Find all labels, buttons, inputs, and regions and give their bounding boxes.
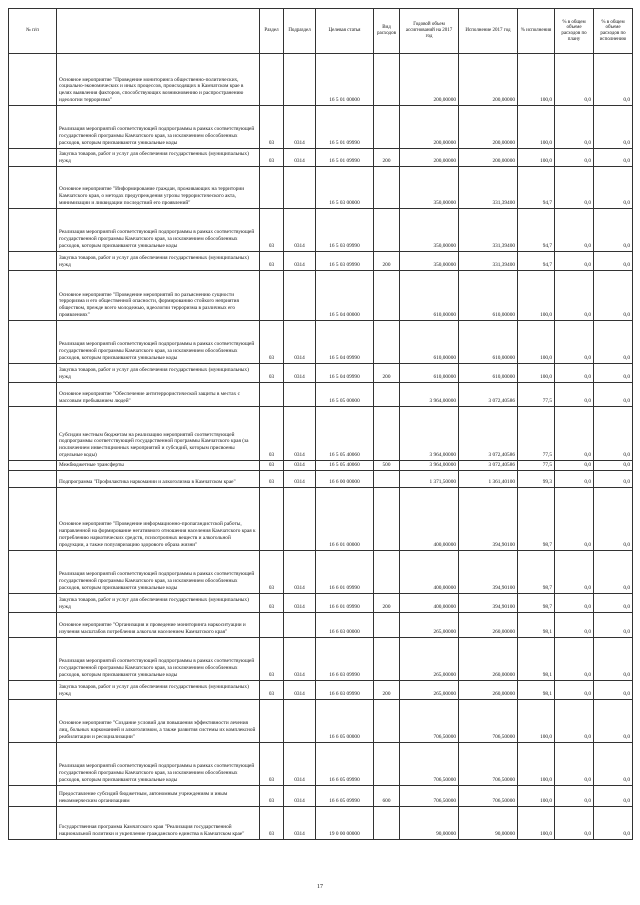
table-row xyxy=(9,742,633,785)
row-fact-cell: 610,00000 xyxy=(459,271,518,321)
header-share-plan: % в общем объеме расходов по плану xyxy=(555,9,594,54)
row-tselevaya-cell: 16 6 00 00000 xyxy=(316,470,374,487)
row-pct-cell: 77,5 xyxy=(518,461,555,471)
table-row xyxy=(9,167,633,209)
row-share-plan-cell: 0,0 xyxy=(555,806,594,839)
row-vid-cell xyxy=(374,742,400,785)
row-tselevaya-cell: 16 6 01 00000 xyxy=(316,487,374,550)
row-razdel-cell: 03 xyxy=(260,593,284,612)
row-fact-cell: 3 072,40586 xyxy=(459,383,518,407)
row-name-cell: Межбюджетные трансферты xyxy=(57,461,260,471)
row-pct-cell: 100,0 xyxy=(518,742,555,785)
row-num-cell xyxy=(9,321,57,364)
row-podrazdel-cell: 0314 xyxy=(284,785,316,806)
row-podrazdel-cell: 0314 xyxy=(284,407,316,461)
row-tselevaya-cell: 16 6 03 09990 xyxy=(316,637,374,680)
table-row xyxy=(9,550,633,593)
row-share-plan-cell: 0,0 xyxy=(555,637,594,680)
row-podrazdel-cell: 0314 xyxy=(284,637,316,680)
table-body xyxy=(9,54,633,840)
row-plan-cell: 3 964,00000 xyxy=(400,461,459,471)
row-vid-cell xyxy=(374,106,400,149)
row-tselevaya-cell: 16 6 05 00000 xyxy=(316,699,374,742)
row-razdel-cell xyxy=(260,612,284,637)
row-tselevaya-cell: 16 6 05 09990 xyxy=(316,785,374,806)
row-razdel-cell: 03 xyxy=(260,461,284,471)
row-pct-cell: 100,0 xyxy=(518,149,555,167)
row-fact-cell: 260,00000 xyxy=(459,637,518,680)
row-fact-cell: 706,50000 xyxy=(459,699,518,742)
row-share-fact-cell: 0,0 xyxy=(594,149,633,167)
row-podrazdel-cell xyxy=(284,54,316,106)
table-row xyxy=(9,407,633,461)
table-row xyxy=(9,487,633,550)
row-plan-cell: 400,00000 xyxy=(400,593,459,612)
row-fact-cell: 394,90100 xyxy=(459,550,518,593)
row-pct-cell: 98,1 xyxy=(518,612,555,637)
row-share-fact-cell: 0,0 xyxy=(594,806,633,839)
row-razdel-cell xyxy=(260,271,284,321)
row-razdel-cell xyxy=(260,54,284,106)
row-name-cell: Основное мероприятие "Проведение информационно-пропагандистской работы, направленной на формирование негативного отношения населения Камчатского края к потреблению наркотических средств, психотропных веществ и алкогольной продукции, а также популяризацию здорового образа жизни" xyxy=(57,487,260,550)
row-share-fact-cell: 0,0 xyxy=(594,593,633,612)
row-name-cell: Реализация мероприятий соответствующей подпрограммы в рамках соответствующей государственной программы Камчатского края, за исключением обособленных расходов, которым присваиваются уникальные коды xyxy=(57,742,260,785)
header-fact: Исполнение 2017 год xyxy=(459,9,518,54)
row-num-cell xyxy=(9,149,57,167)
header-vid: Вид расходов xyxy=(374,9,400,54)
row-fact-cell: 260,00000 xyxy=(459,612,518,637)
row-share-fact-cell: 0,0 xyxy=(594,785,633,806)
row-tselevaya-cell: 16 5 04 00000 xyxy=(316,271,374,321)
row-tselevaya-cell: 16 5 04 09990 xyxy=(316,321,374,364)
table-row xyxy=(9,806,633,839)
row-pct-cell: 98,7 xyxy=(518,550,555,593)
row-razdel-cell: 03 xyxy=(260,680,284,699)
row-share-fact-cell: 0,0 xyxy=(594,383,633,407)
row-share-plan-cell: 0,0 xyxy=(555,699,594,742)
row-plan-cell: 3 964,00000 xyxy=(400,383,459,407)
row-razdel-cell xyxy=(260,487,284,550)
row-pct-cell: 100,0 xyxy=(518,806,555,839)
row-num-cell xyxy=(9,806,57,839)
row-razdel-cell xyxy=(260,167,284,209)
row-share-plan-cell: 0,0 xyxy=(555,271,594,321)
row-share-plan-cell: 0,0 xyxy=(555,785,594,806)
row-share-plan-cell: 0,0 xyxy=(555,407,594,461)
row-vid-cell: 200 xyxy=(374,149,400,167)
row-razdel-cell: 03 xyxy=(260,470,284,487)
row-fact-cell: 3 072,40586 xyxy=(459,461,518,471)
row-plan-cell: 350,00000 xyxy=(400,167,459,209)
row-name-cell: Реализация мероприятий соответствующей подпрограммы в рамках соответствующей государственной программы Камчатского края, за исключением обособленных расходов, которым присваиваются уникальные коды xyxy=(57,209,260,252)
table-row xyxy=(9,785,633,806)
header-podrazdel: Подраздел xyxy=(284,9,316,54)
row-plan-cell: 350,00000 xyxy=(400,252,459,271)
row-share-fact-cell: 0,0 xyxy=(594,252,633,271)
row-pct-cell: 100,0 xyxy=(518,785,555,806)
row-vid-cell xyxy=(374,550,400,593)
row-share-plan-cell: 0,0 xyxy=(555,321,594,364)
row-share-plan-cell: 0,0 xyxy=(555,470,594,487)
row-name-cell: Реализация мероприятий соответствующей подпрограммы в рамках соответствующей государственной программы Камчатского края, за исключением обособленных расходов, которым присваиваются уникальные коды xyxy=(57,550,260,593)
header-share-fact: % в общем объеме расходов по исполнению xyxy=(594,9,633,54)
table-row xyxy=(9,321,633,364)
row-pct-cell: 98,7 xyxy=(518,487,555,550)
row-pct-cell: 98,1 xyxy=(518,637,555,680)
row-razdel-cell: 03 xyxy=(260,637,284,680)
row-name-cell: Реализация мероприятий соответствующей подпрограммы в рамках соответствующей государственной программы Камчатского края, за исключением обособленных расходов, которым присваиваются уникальные коды xyxy=(57,321,260,364)
row-podrazdel-cell: 0314 xyxy=(284,106,316,149)
row-name-cell: Закупка товаров, работ и услуг для обеспечения государственных (муниципальных) нужд xyxy=(57,252,260,271)
row-podrazdel-cell xyxy=(284,699,316,742)
row-name-cell: Основное мероприятие "Информирование граждан, проживающих на территории Камчатского края, о методах предупреждения угрозы террористического акта, минимизации и ликвидации последствий его проявлений" xyxy=(57,167,260,209)
table-row xyxy=(9,383,633,407)
row-tselevaya-cell: 19 0 00 00000 xyxy=(316,806,374,839)
row-share-plan-cell: 0,0 xyxy=(555,364,594,383)
row-num-cell xyxy=(9,612,57,637)
table-row xyxy=(9,593,633,612)
row-share-plan-cell: 0,0 xyxy=(555,612,594,637)
row-pct-cell: 100,0 xyxy=(518,364,555,383)
row-num-cell xyxy=(9,487,57,550)
row-share-plan-cell: 0,0 xyxy=(555,383,594,407)
row-podrazdel-cell: 0314 xyxy=(284,461,316,471)
header-razdel: Раздел xyxy=(260,9,284,54)
row-fact-cell: 394,90100 xyxy=(459,593,518,612)
row-pct-cell: 77,5 xyxy=(518,407,555,461)
row-tselevaya-cell: 16 6 05 09990 xyxy=(316,742,374,785)
row-plan-cell: 200,00000 xyxy=(400,149,459,167)
row-num-cell xyxy=(9,637,57,680)
row-share-fact-cell: 0,0 xyxy=(594,612,633,637)
row-fact-cell: 200,00000 xyxy=(459,106,518,149)
row-razdel-cell: 03 xyxy=(260,149,284,167)
row-fact-cell: 90,00000 xyxy=(459,806,518,839)
row-name-cell: Основное мероприятие "Обеспечение антитеррористической защиты в местах с массовым пребыванием людей" xyxy=(57,383,260,407)
header-name xyxy=(57,9,260,54)
row-vid-cell xyxy=(374,612,400,637)
row-name-cell: Закупка товаров, работ и услуг для обеспечения государственных (муниципальных) нужд xyxy=(57,680,260,699)
row-razdel-cell: 03 xyxy=(260,742,284,785)
header-row xyxy=(9,9,633,54)
row-num-cell xyxy=(9,364,57,383)
row-share-fact-cell: 0,0 xyxy=(594,742,633,785)
header-num: № п/п xyxy=(9,9,57,54)
row-vid-cell xyxy=(374,321,400,364)
row-tselevaya-cell: 16 5 05 00000 xyxy=(316,383,374,407)
row-vid-cell: 200 xyxy=(374,593,400,612)
row-plan-cell: 265,00000 xyxy=(400,680,459,699)
row-share-fact-cell: 0,0 xyxy=(594,470,633,487)
row-plan-cell: 706,50000 xyxy=(400,742,459,785)
row-num-cell xyxy=(9,407,57,461)
row-num-cell xyxy=(9,461,57,471)
row-podrazdel-cell: 0314 xyxy=(284,680,316,699)
row-share-fact-cell: 0,0 xyxy=(594,321,633,364)
row-name-cell: Закупка товаров, работ и услуг для обеспечения государственных (муниципальных) нужд xyxy=(57,149,260,167)
table-row xyxy=(9,106,633,149)
row-num-cell xyxy=(9,209,57,252)
row-share-plan-cell: 0,0 xyxy=(555,550,594,593)
row-num-cell xyxy=(9,680,57,699)
row-fact-cell: 610,00000 xyxy=(459,364,518,383)
row-fact-cell: 394,90100 xyxy=(459,487,518,550)
row-share-fact-cell: 0,0 xyxy=(594,271,633,321)
row-podrazdel-cell xyxy=(284,383,316,407)
row-razdel-cell: 03 xyxy=(260,209,284,252)
row-share-plan-cell: 0,0 xyxy=(555,252,594,271)
row-tselevaya-cell: 16 5 01 09990 xyxy=(316,106,374,149)
row-podrazdel-cell xyxy=(284,271,316,321)
row-share-plan-cell: 0,0 xyxy=(555,680,594,699)
row-vid-cell xyxy=(374,470,400,487)
row-vid-cell xyxy=(374,407,400,461)
row-share-plan-cell: 0,0 xyxy=(555,167,594,209)
row-share-fact-cell: 0,0 xyxy=(594,699,633,742)
row-vid-cell xyxy=(374,637,400,680)
row-razdel-cell: 03 xyxy=(260,550,284,593)
row-vid-cell xyxy=(374,271,400,321)
row-tselevaya-cell: 16 6 01 09990 xyxy=(316,550,374,593)
row-share-fact-cell: 0,0 xyxy=(594,461,633,471)
row-fact-cell: 3 072,40586 xyxy=(459,407,518,461)
table-row xyxy=(9,470,633,487)
row-fact-cell: 260,00000 xyxy=(459,680,518,699)
row-podrazdel-cell xyxy=(284,612,316,637)
row-plan-cell: 265,00000 xyxy=(400,612,459,637)
row-pct-cell: 100,0 xyxy=(518,271,555,321)
row-podrazdel-cell: 0314 xyxy=(284,470,316,487)
row-name-cell: Реализация мероприятий соответствующей подпрограммы в рамках соответствующей государственной программы Камчатского края, за исключением обособленных расходов, которым присваиваются уникальные коды xyxy=(57,637,260,680)
row-share-fact-cell: 0,0 xyxy=(594,209,633,252)
table-row xyxy=(9,209,633,252)
row-share-plan-cell: 0,0 xyxy=(555,461,594,471)
row-vid-cell xyxy=(374,167,400,209)
row-plan-cell: 200,00000 xyxy=(400,54,459,106)
row-pct-cell: 98,1 xyxy=(518,680,555,699)
row-tselevaya-cell: 16 5 01 00000 xyxy=(316,54,374,106)
row-num-cell xyxy=(9,106,57,149)
row-plan-cell: 3 964,00000 xyxy=(400,407,459,461)
row-pct-cell: 77,5 xyxy=(518,383,555,407)
row-vid-cell: 500 xyxy=(374,461,400,471)
row-tselevaya-cell: 16 5 05 40060 xyxy=(316,461,374,471)
row-plan-cell: 400,00000 xyxy=(400,550,459,593)
row-name-cell: Закупка товаров, работ и услуг для обеспечения государственных (муниципальных) нужд xyxy=(57,364,260,383)
row-name-cell: Основное мероприятие "Проведение мониторинга общественно-политических, социально-экономических и иных процессов, происходящих в Камчатском крае в целях выявления факторов, способствующих возникновению и распространению идеологии терроризма" xyxy=(57,54,260,106)
row-name-cell: Государственная программа Камчатского края "Реализация государственной национальной политики и укрепление гражданского единства в Камчатском крае" xyxy=(57,806,260,839)
row-vid-cell xyxy=(374,699,400,742)
table-row xyxy=(9,54,633,106)
row-share-plan-cell: 0,0 xyxy=(555,149,594,167)
row-num-cell xyxy=(9,470,57,487)
row-podrazdel-cell: 0314 xyxy=(284,364,316,383)
row-num-cell xyxy=(9,54,57,106)
row-share-fact-cell: 0,0 xyxy=(594,680,633,699)
row-podrazdel-cell: 0314 xyxy=(284,593,316,612)
row-name-cell: Основное мероприятие "Создание условий для повышения эффективности лечения лиц, больных наркоманией и алкоголизмом, а также развития системы их комплексной реабилитации и ресоциализации" xyxy=(57,699,260,742)
row-podrazdel-cell xyxy=(284,487,316,550)
row-plan-cell: 706,50000 xyxy=(400,699,459,742)
row-plan-cell: 200,00000 xyxy=(400,106,459,149)
table-row xyxy=(9,680,633,699)
row-share-fact-cell: 0,0 xyxy=(594,637,633,680)
page-number: 17 xyxy=(317,884,323,890)
row-pct-cell: 99,3 xyxy=(518,470,555,487)
row-share-plan-cell: 0,0 xyxy=(555,487,594,550)
row-fact-cell: 200,00000 xyxy=(459,149,518,167)
row-pct-cell: 98,7 xyxy=(518,593,555,612)
row-tselevaya-cell: 16 5 03 09990 xyxy=(316,209,374,252)
row-fact-cell: 706,50000 xyxy=(459,742,518,785)
row-tselevaya-cell: 16 5 01 09990 xyxy=(316,149,374,167)
row-num-cell xyxy=(9,550,57,593)
row-num-cell xyxy=(9,252,57,271)
row-vid-cell: 200 xyxy=(374,680,400,699)
row-pct-cell: 100,0 xyxy=(518,106,555,149)
row-razdel-cell: 03 xyxy=(260,252,284,271)
row-vid-cell xyxy=(374,54,400,106)
table-row xyxy=(9,612,633,637)
row-share-plan-cell: 0,0 xyxy=(555,593,594,612)
row-name-cell: Реализация мероприятий соответствующей подпрограммы в рамках соответствующей государственной программы Камчатского края, за исключением обособленных расходов, которым присваиваются уникальные коды xyxy=(57,106,260,149)
row-razdel-cell: 03 xyxy=(260,364,284,383)
row-num-cell xyxy=(9,699,57,742)
row-vid-cell: 200 xyxy=(374,252,400,271)
row-share-fact-cell: 0,0 xyxy=(594,550,633,593)
row-num-cell xyxy=(9,383,57,407)
row-podrazdel-cell xyxy=(284,167,316,209)
row-share-fact-cell: 0,0 xyxy=(594,487,633,550)
row-vid-cell xyxy=(374,806,400,839)
row-plan-cell: 1 371,50000 xyxy=(400,470,459,487)
row-name-cell: Основное мероприятие "Проведение мероприятий по разъяснению сущности терроризма и его общественной опасности, формированию стойкого неприятия обществом, прежде всего молодежью, идеологии терроризма в различных его проявлениях" xyxy=(57,271,260,321)
row-podrazdel-cell: 0314 xyxy=(284,209,316,252)
row-plan-cell: 610,00000 xyxy=(400,321,459,364)
row-plan-cell: 90,00000 xyxy=(400,806,459,839)
row-podrazdel-cell: 0314 xyxy=(284,742,316,785)
row-num-cell xyxy=(9,742,57,785)
row-podrazdel-cell: 0314 xyxy=(284,252,316,271)
row-vid-cell xyxy=(374,487,400,550)
row-vid-cell: 200 xyxy=(374,364,400,383)
row-fact-cell: 331,39400 xyxy=(459,209,518,252)
row-razdel-cell: 03 xyxy=(260,407,284,461)
row-share-plan-cell: 0,0 xyxy=(555,106,594,149)
row-plan-cell: 265,00000 xyxy=(400,637,459,680)
row-pct-cell: 94,7 xyxy=(518,167,555,209)
row-share-plan-cell: 0,0 xyxy=(555,209,594,252)
row-fact-cell: 706,50000 xyxy=(459,785,518,806)
row-name-cell: Предоставление субсидий бюджетным, автономным учреждениям и иным некоммерческим организациям xyxy=(57,785,260,806)
row-tselevaya-cell: 16 5 05 40060 xyxy=(316,407,374,461)
row-plan-cell: 706,50000 xyxy=(400,785,459,806)
row-fact-cell: 331,39400 xyxy=(459,167,518,209)
row-razdel-cell: 03 xyxy=(260,106,284,149)
row-fact-cell: 200,00000 xyxy=(459,54,518,106)
row-razdel-cell: 03 xyxy=(260,321,284,364)
row-name-cell: Закупка товаров, работ и услуг для обеспечения государственных (муниципальных) нужд xyxy=(57,593,260,612)
row-num-cell xyxy=(9,785,57,806)
row-fact-cell: 610,00000 xyxy=(459,321,518,364)
row-share-fact-cell: 0,0 xyxy=(594,106,633,149)
row-vid-cell xyxy=(374,383,400,407)
row-vid-cell xyxy=(374,209,400,252)
row-razdel-cell: 03 xyxy=(260,806,284,839)
row-num-cell xyxy=(9,593,57,612)
row-fact-cell: 1 361,40100 xyxy=(459,470,518,487)
row-share-plan-cell: 0,0 xyxy=(555,742,594,785)
row-podrazdel-cell: 0314 xyxy=(284,321,316,364)
row-plan-cell: 350,00000 xyxy=(400,209,459,252)
row-plan-cell: 610,00000 xyxy=(400,364,459,383)
row-podrazdel-cell: 0314 xyxy=(284,806,316,839)
row-tselevaya-cell: 16 6 03 00000 xyxy=(316,612,374,637)
row-pct-cell: 94,7 xyxy=(518,252,555,271)
table-row xyxy=(9,271,633,321)
table-row xyxy=(9,461,633,471)
row-razdel-cell: 03 xyxy=(260,785,284,806)
row-name-cell: Субсидии местным бюджетам на реализацию мероприятий соответствующей подпрограммы соответствующей государственной программы Камчатского края (за исключением инвестиционных мероприятий и субсидий, которым присвоены отдельные коды) xyxy=(57,407,260,461)
row-num-cell xyxy=(9,271,57,321)
row-plan-cell: 400,00000 xyxy=(400,487,459,550)
row-name-cell: Подпрограмма "Профилактика наркомании и алкоголизма в Камчатском крае" xyxy=(57,470,260,487)
row-share-fact-cell: 0,0 xyxy=(594,54,633,106)
row-share-fact-cell: 0,0 xyxy=(594,364,633,383)
row-tselevaya-cell: 16 6 01 09990 xyxy=(316,593,374,612)
table-row xyxy=(9,637,633,680)
row-podrazdel-cell: 0314 xyxy=(284,149,316,167)
row-share-fact-cell: 0,0 xyxy=(594,167,633,209)
header-pct: % исполнения xyxy=(518,9,555,54)
table-row xyxy=(9,364,633,383)
row-num-cell xyxy=(9,167,57,209)
table-row xyxy=(9,252,633,271)
row-tselevaya-cell: 16 5 03 09990 xyxy=(316,252,374,271)
header-tselevaya: Целевая статья xyxy=(316,9,374,54)
row-pct-cell: 94,7 xyxy=(518,209,555,252)
row-tselevaya-cell: 16 5 03 00000 xyxy=(316,167,374,209)
header-plan: Годовой объем ассигнований на 2017 год xyxy=(400,9,459,54)
row-vid-cell: 600 xyxy=(374,785,400,806)
table-row xyxy=(9,699,633,742)
row-pct-cell: 100,0 xyxy=(518,699,555,742)
budget-table xyxy=(8,8,633,840)
table-row xyxy=(9,149,633,167)
row-tselevaya-cell: 16 5 04 09990 xyxy=(316,364,374,383)
row-fact-cell: 331,39400 xyxy=(459,252,518,271)
row-plan-cell: 610,00000 xyxy=(400,271,459,321)
row-razdel-cell xyxy=(260,699,284,742)
row-name-cell: Основное мероприятие "Организация и проведение мониторинга наркоситуации и изучения масштабов потребления алкоголя населением Камчатского края" xyxy=(57,612,260,637)
row-pct-cell: 100,0 xyxy=(518,54,555,106)
row-share-plan-cell: 0,0 xyxy=(555,54,594,106)
row-razdel-cell xyxy=(260,383,284,407)
row-tselevaya-cell: 16 6 03 09990 xyxy=(316,680,374,699)
row-pct-cell: 100,0 xyxy=(518,321,555,364)
row-share-fact-cell: 0,0 xyxy=(594,407,633,461)
row-podrazdel-cell: 0314 xyxy=(284,550,316,593)
